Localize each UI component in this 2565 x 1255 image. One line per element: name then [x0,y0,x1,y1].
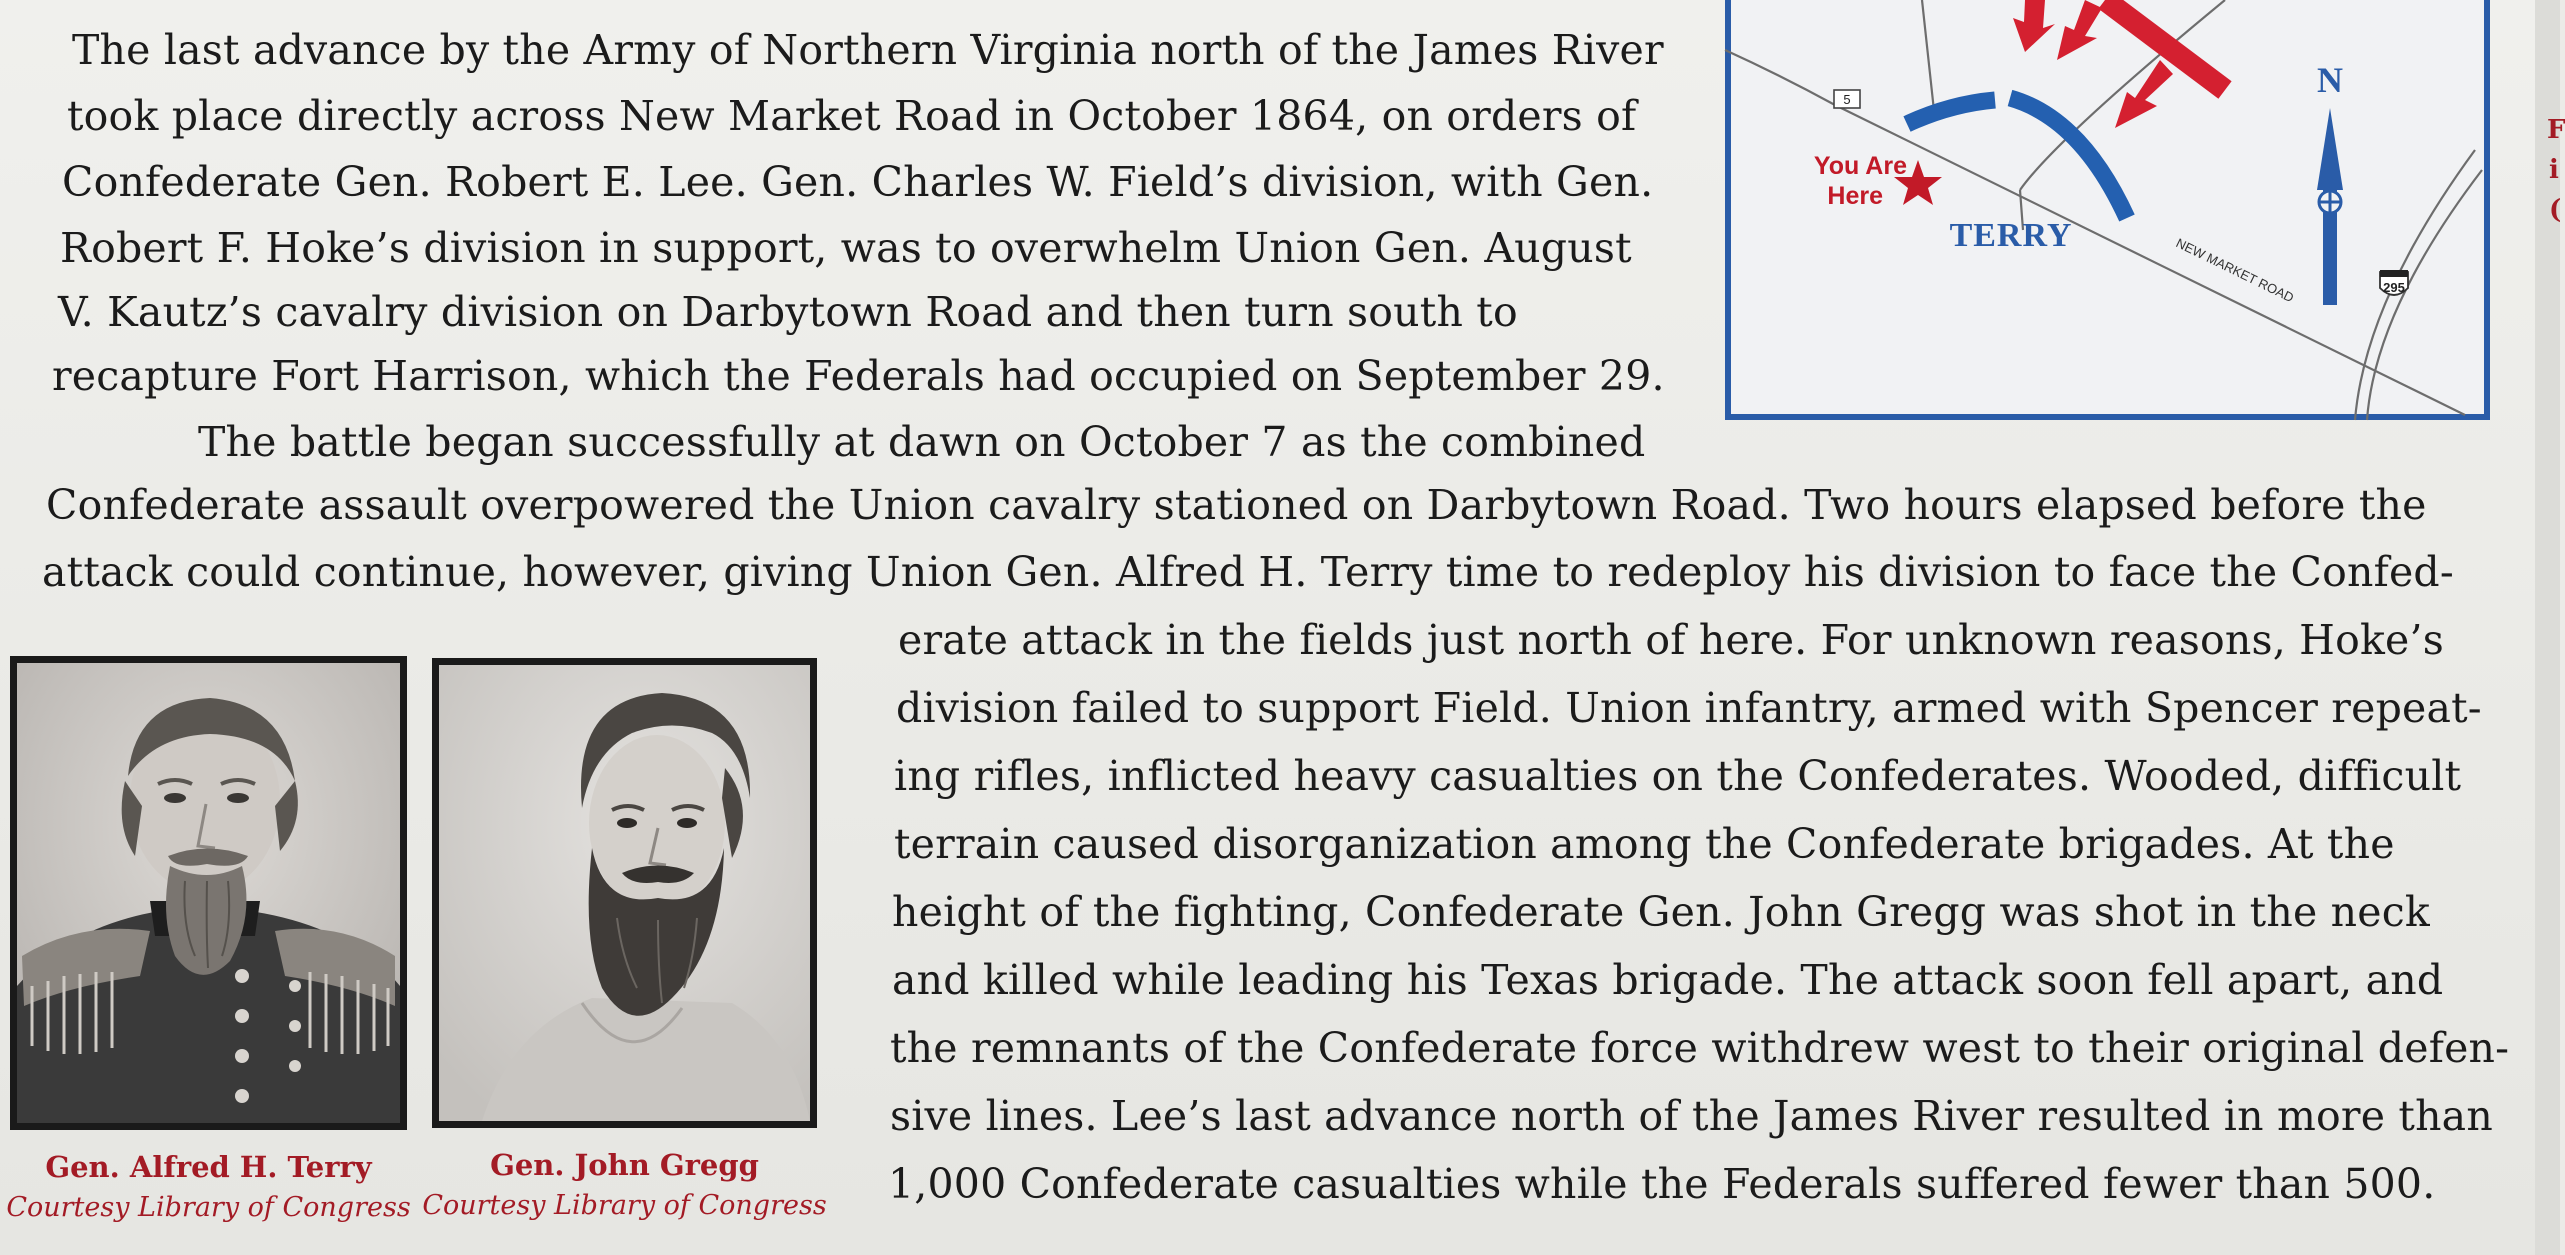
svg-text:295: 295 [2383,280,2405,295]
road-label: NEW MARKET ROAD [2173,235,2297,306]
narrative-line: took place directly across New Market Road in October 1864, on orders of [67,92,1637,140]
narrative-line: Confederate assault overpowered the Union cavalry stationed on Darbytown Road. Two hours elapsed before the [46,481,2427,529]
edge-text: F [2547,115,2565,145]
narrative-line: V. Kautz’s cavalry division on Darbytown Road and then turn south to [58,288,1518,336]
narrative-line: terrain caused disorganization among the Confederate brigades. At the [894,820,2395,868]
narrative-line: attack could continue, however, giving Union Gen. Alfred H. Terry time to redeploy his division to face the Confed- [42,548,2454,596]
portrait-caption-name: Gen. Alfred H. Terry [45,1150,372,1184]
svg-text:You Are: You Are [1813,152,1907,180]
narrative-line: The last advance by the Army of Northern Virginia north of the James River [72,26,1664,74]
adjacent-panel-edge [2535,0,2565,1255]
narrative-line: division failed to support Field. Union infantry, armed with Spencer repeat- [896,684,2482,732]
narrative-line: erate attack in the fields just north of here. For unknown reasons, Hoke’s [898,616,2444,664]
narrative-line: Confederate Gen. Robert E. Lee. Gen. Charles W. Field’s division, with Gen. [62,158,1654,206]
unit-label-terry: TERRY [1949,217,2073,254]
narrative-line: 1,000 Confederate casualties while the Federals suffered fewer than 500. [888,1160,2436,1208]
narrative-line: the remnants of the Confederate force withdrew west to their original defen- [890,1024,2510,1072]
portrait-terry [10,656,407,1130]
narrative-line: height of the fighting, Confederate Gen. John Gregg was shot in the neck [892,888,2430,936]
portrait-gregg [432,658,817,1128]
svg-text:5: 5 [1843,92,1851,107]
narrative-line: recapture Fort Harrison, which the Federals had occupied on September 29. [52,352,1665,400]
edge-text: ( [2549,195,2562,225]
edge-text: i [2549,155,2559,185]
portrait-caption-name: Gen. John Gregg [490,1148,759,1182]
svg-text:N: N [2317,60,2343,100]
narrative-line: Robert F. Hoke’s division in support, was to overwhelm Union Gen. August [60,224,1632,272]
interstate-295-shield [2380,270,2408,295]
portrait-caption-credit: Courtesy Library of Congress [422,1190,827,1221]
portrait-caption-credit: Courtesy Library of Congress [6,1192,411,1223]
portrait-frame-gregg [432,658,817,1128]
route-5-shield [1834,90,1860,108]
battle-map [1725,0,2490,420]
svg-text:Here: Here [1827,182,1883,210]
portrait-frame-terry [10,656,407,1130]
narrative-line: sive lines. Lee’s last advance north of the James River resulted in more than [890,1092,2493,1140]
narrative-line: ing rifles, inflicted heavy casualties on the Confederates. Wooded, difficult [894,752,2462,800]
narrative-line: and killed while leading his Texas brigade. The attack soon fell apart, and [892,956,2444,1004]
narrative-line: The battle began successfully at dawn on October 7 as the combined [198,418,1646,466]
